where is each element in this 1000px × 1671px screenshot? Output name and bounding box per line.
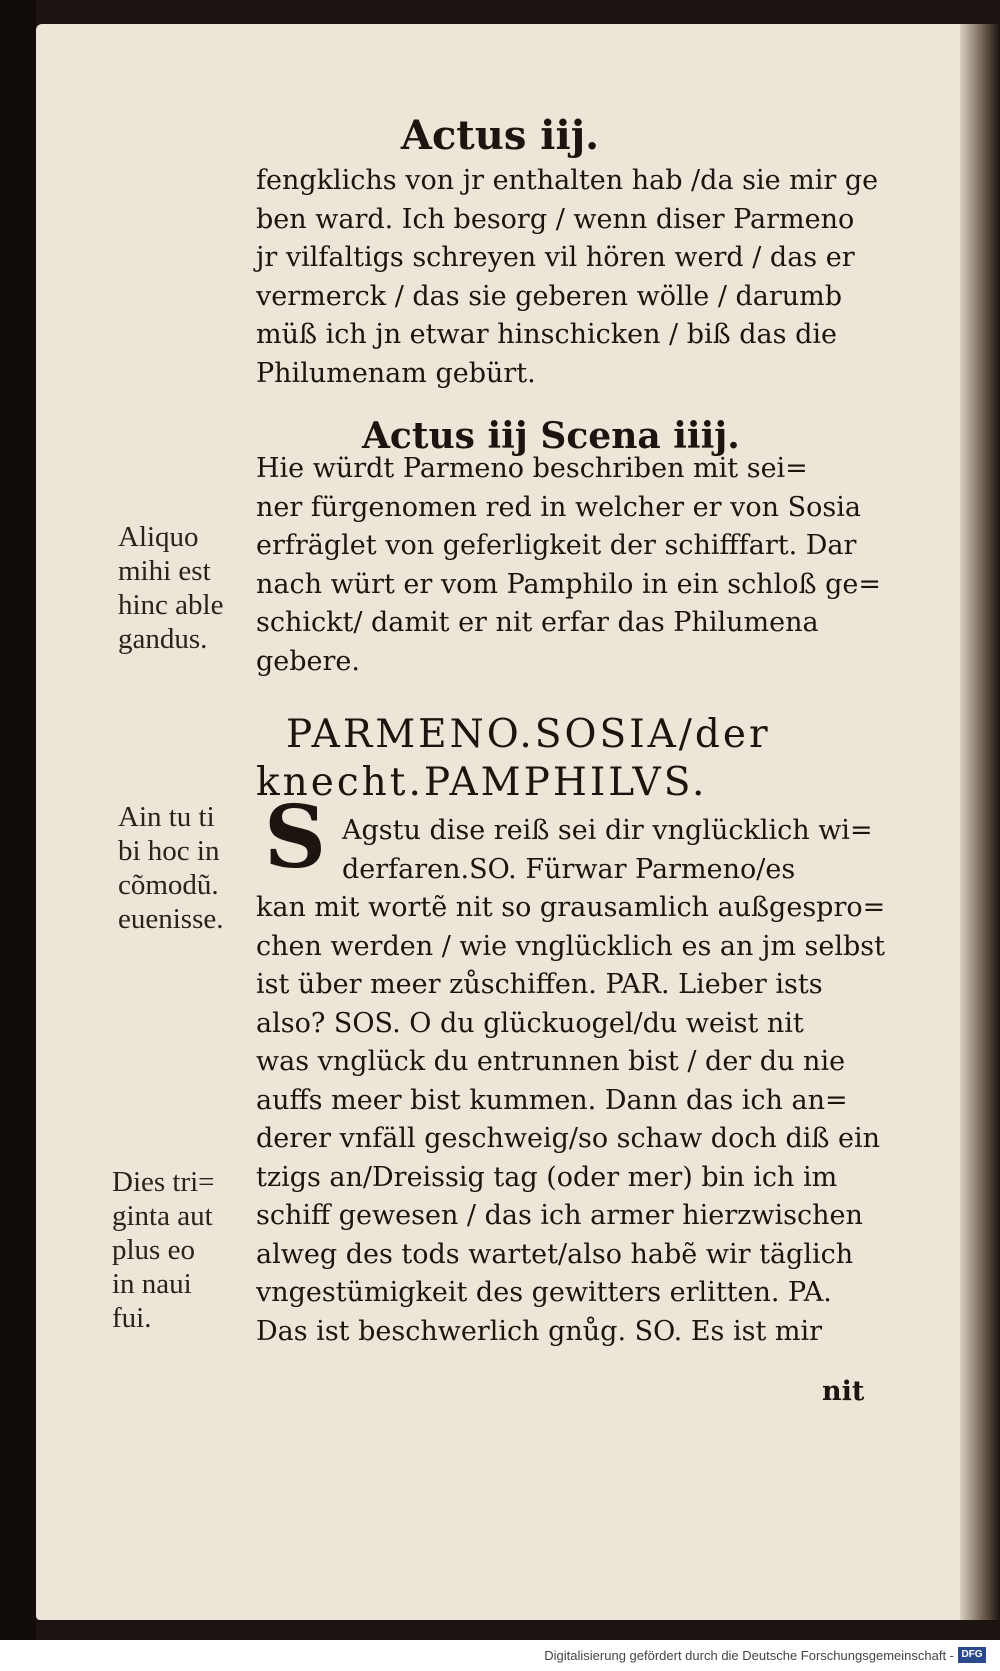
text-line: Agstu dise reiß sei dir vnglücklich wi= xyxy=(342,815,873,846)
margin-note-dies-triginta xyxy=(112,1165,215,1335)
text-line: schickt/ damit er nit erfar das Philumena xyxy=(256,607,819,638)
text-line: Hie würdt Parmeno beschriben mit sei= xyxy=(256,453,808,484)
text-line: derer vnfäll geschweig/so schaw doch diß ein xyxy=(256,1123,880,1154)
text-line: fengklichs von jr enthalten hab /da sie mir ge xyxy=(256,165,879,196)
running-head: Actus iij. xyxy=(400,112,600,159)
text-line: Philumenam gebürt. xyxy=(256,357,536,389)
text-line: jr vilfaltigs schreyen vil hören werd / das er xyxy=(256,242,855,273)
margin-note-line: bi hoc in xyxy=(118,835,220,867)
margin-note-line: plus eo xyxy=(112,1234,195,1266)
text-line: kan mit wortẽ nit so grausamlich außgespro= xyxy=(256,892,886,923)
decorated-initial: S xyxy=(263,787,327,888)
text-line: was vnglück du entrunnen bist / der du nie xyxy=(256,1046,846,1077)
text-line: ben ward. Ich besorg / wenn diser Parmeno xyxy=(256,203,855,235)
margin-note-line: Aliquo xyxy=(118,521,199,553)
dialogue xyxy=(256,812,926,1351)
text-line: derfaren.SO. Fürwar Parmeno/es xyxy=(342,853,796,885)
scene-argument xyxy=(256,450,926,681)
text-line: müß ich jn etwar hinschicken / biß das die xyxy=(256,319,837,350)
margin-note-line: mihi est xyxy=(118,555,211,587)
text-line: also? SOS. O du glückuogel/du weist nit xyxy=(256,1007,804,1039)
dfg-logo[interactable]: DFG xyxy=(958,1647,986,1663)
dramatis-personae-line-1: PARMENO.SOSIA/der xyxy=(286,712,771,757)
text-line: vngestümigkeit des gewitters erlitten. PA. xyxy=(256,1277,832,1308)
book-gutter xyxy=(0,0,36,1640)
page-edge-shadow xyxy=(960,24,1000,1620)
margin-note-line: hinc able xyxy=(118,589,224,621)
text-line: vermerck / das sie geberen wölle / darumb xyxy=(256,280,843,312)
text-line: chen werden / wie vnglücklich es an jm selbst xyxy=(256,930,885,962)
margin-note-aliquo xyxy=(118,520,223,656)
scene-heading: Actus iij Scena iiij. xyxy=(362,415,740,457)
text-line: alweg des tods wartet/also habẽ wir täglich xyxy=(256,1238,854,1270)
text-line: erfräglet von geferligkeit der schifffart. Dar xyxy=(256,530,857,561)
text-line: ner fürgenomen red in welcher er von Sosia xyxy=(256,491,861,523)
margin-note-line: fui. xyxy=(112,1302,152,1334)
dramatis-personae-line-2: knecht.PAMPHILVS. xyxy=(256,760,708,805)
text-line: auffs meer bist kummen. Dann das ich an= xyxy=(256,1084,848,1116)
text-line: ist über meer zůschiffen. PAR. Lieber ists xyxy=(256,969,823,1000)
text-line: tzigs an/Dreissig tag (oder mer) bin ich im xyxy=(256,1161,838,1193)
margin-note-line: ginta aut xyxy=(112,1200,213,1232)
text-line: schiff gewesen / das ich armer hierzwischen xyxy=(256,1200,863,1231)
paragraph-1 xyxy=(256,162,926,393)
margin-note-line: gandus. xyxy=(118,623,208,655)
catchword: nit xyxy=(822,1376,865,1407)
margin-note-line: Dies tri= xyxy=(112,1166,215,1198)
margin-note-line: Ain tu ti xyxy=(118,801,215,833)
text-line: nach würt er vom Pamphilo in ein schloß ge= xyxy=(256,568,881,600)
footer-credit: Digitalisierung gefördert durch die Deutsche Forschungsgemeinschaft - xyxy=(544,1648,954,1663)
margin-note-line: cõmodũ. xyxy=(118,869,219,901)
margin-note-line: in naui xyxy=(112,1268,192,1300)
text-line: gebere. xyxy=(256,645,360,677)
margin-note-line: euenisse. xyxy=(118,903,224,935)
margin-note-ain-tu xyxy=(118,800,224,936)
text-line: Das ist beschwerlich gnůg. SO. Es ist mir xyxy=(256,1315,823,1347)
